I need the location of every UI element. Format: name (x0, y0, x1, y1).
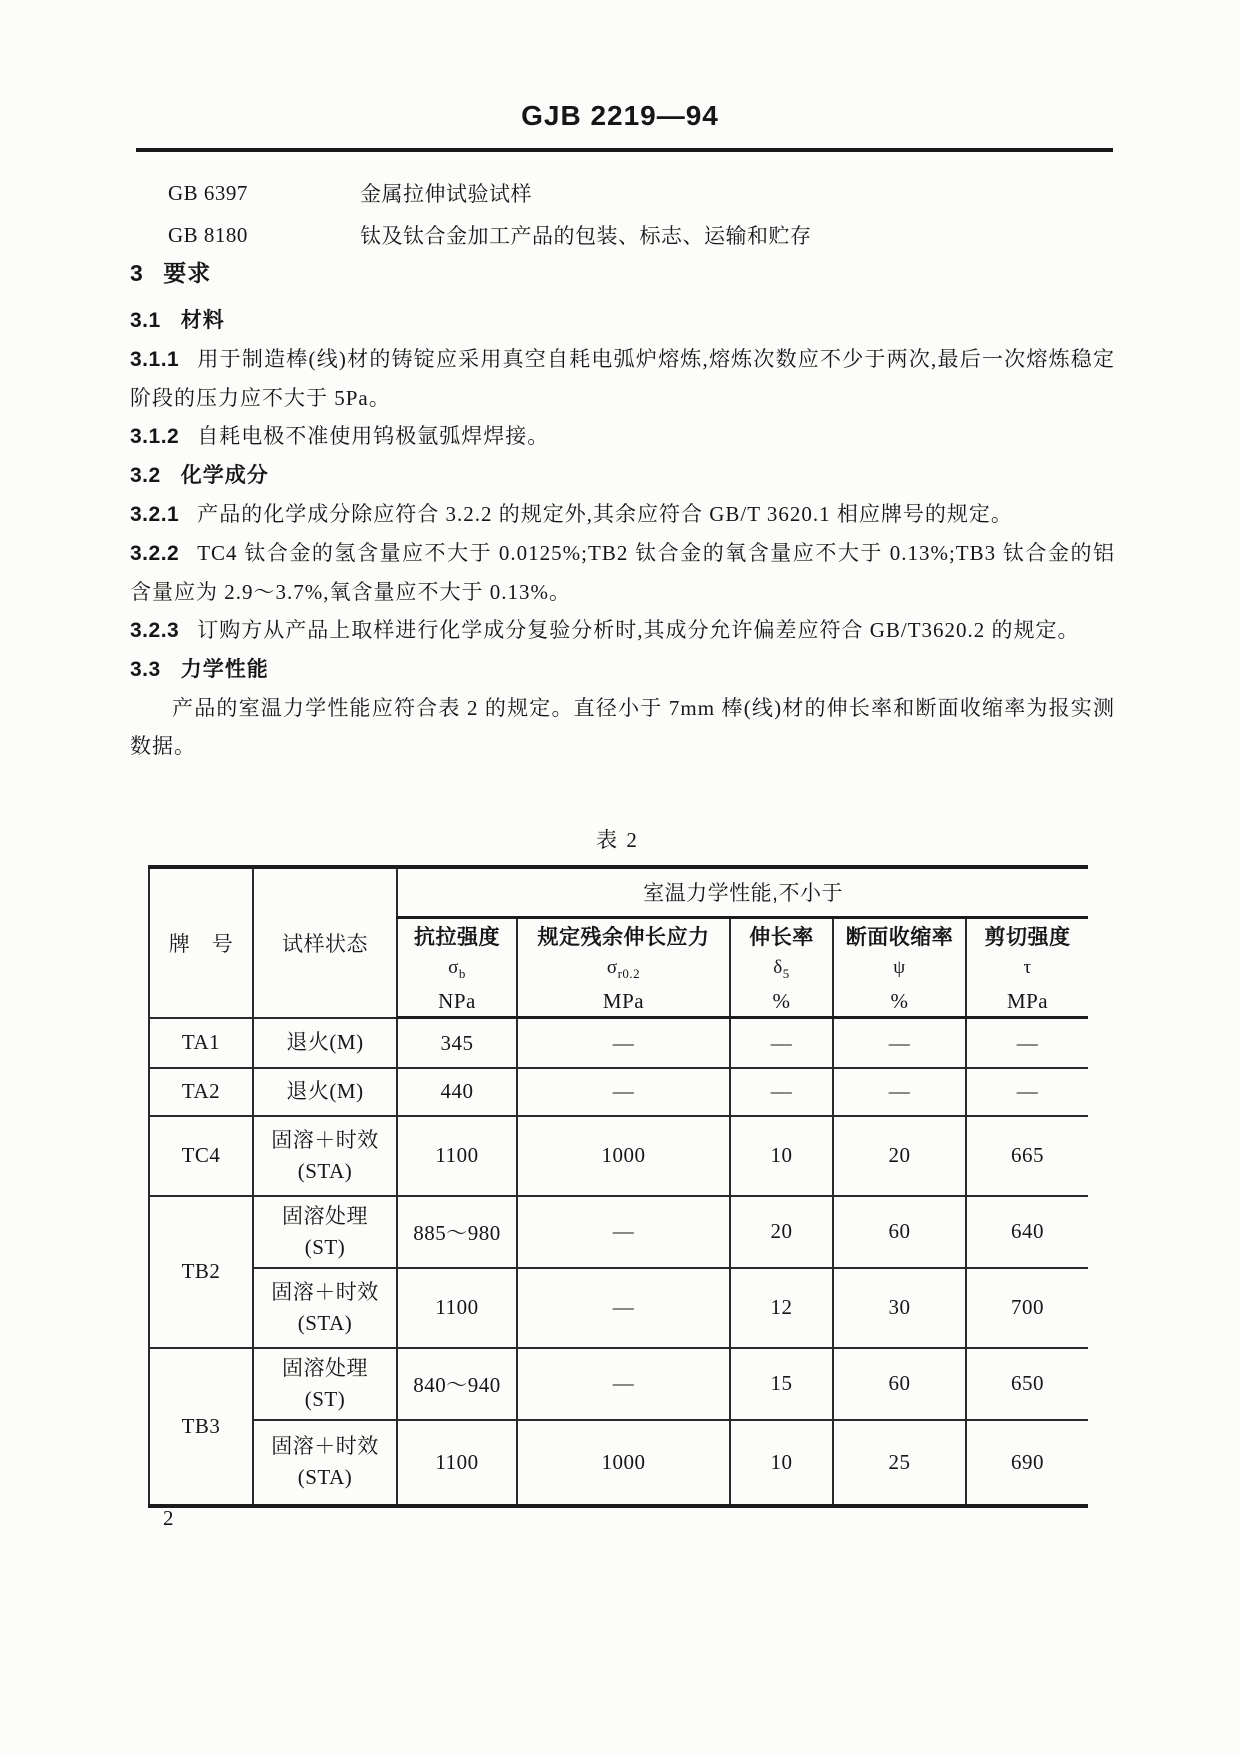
clause-text: 产品的室温力学性能应符合表 2 的规定。直径小于 7mm 棒(线)材的伸长率和断面收缩率为报实测数据。 (130, 696, 1115, 758)
reference-row (168, 172, 812, 214)
section-number: 3 (130, 260, 144, 286)
header-col-symbol (731, 955, 832, 987)
clause-text: 用于制造棒(线)材的铸锭应采用真空自耗电弧炉熔炼,熔炼次数应不少于两次,最后一次熔炼稳定阶段的压力应不大于 5Pa。 (130, 347, 1115, 410)
clause-text: 产品的化学成分除应符合 3.2.2 的规定外,其余应符合 GB/T 3620.1 相应牌号的规定。 (197, 502, 1013, 526)
header-col-name: 伸长率 (749, 925, 814, 949)
state-line: 退火(M) (286, 1079, 364, 1104)
table-2-block (148, 824, 1087, 1508)
cell-value: 15 (730, 1348, 833, 1420)
table-row-ta1 (149, 1018, 1088, 1068)
header-col-unit: % (890, 989, 909, 1014)
cell-value: — (833, 1018, 966, 1068)
header-tensile-strength (397, 917, 517, 1018)
cell-value: — (966, 1018, 1088, 1068)
header-col-unit: % (772, 989, 791, 1014)
symbol-sub: r0.2 (617, 965, 641, 981)
cell-value: 440 (397, 1068, 517, 1116)
section-title: 化学成分 (180, 464, 269, 487)
clause-3-2-3 (130, 611, 1115, 650)
section-heading-3 (130, 252, 1115, 295)
cell-state (253, 1196, 397, 1268)
doc-number: GJB 2219—94 (521, 100, 719, 131)
section-heading-3-3 (130, 650, 1115, 689)
cell-value: — (517, 1268, 730, 1348)
state-line: (STA) (297, 1310, 353, 1335)
table-row-tc4 (149, 1116, 1088, 1196)
header-col-name: 抗拉强度 (414, 925, 500, 949)
page-number: 2 (163, 1506, 174, 1530)
cell-state (253, 1068, 397, 1116)
body-text (130, 252, 1115, 765)
clause-3-2-1 (130, 495, 1115, 534)
section-number: 3.1 (130, 309, 161, 332)
cell-grade: TB3 (149, 1348, 253, 1506)
state-line: (ST) (304, 1386, 346, 1411)
cell-value: 840～940 (397, 1348, 517, 1420)
symbol-sub: b (458, 965, 466, 981)
reference-title: 金属拉伸试验试样 (360, 182, 532, 206)
header-elongation (730, 917, 833, 1018)
cell-value: — (730, 1068, 833, 1116)
cell-value: 25 (833, 1420, 966, 1506)
cell-state (253, 1348, 397, 1420)
section-heading-3-2 (130, 456, 1115, 495)
clause-number: 3.1.2 (130, 425, 180, 448)
header-col-unit: NPa (438, 989, 476, 1014)
state-line: 退火(M) (286, 1030, 364, 1055)
reference-row (168, 214, 812, 256)
mechanical-properties-table (148, 865, 1088, 1508)
reference-title: 钛及钛合金加工产品的包装、标志、运输和贮存 (360, 224, 812, 248)
cell-value: 1100 (397, 1420, 517, 1506)
clause-3-1-1 (130, 340, 1115, 417)
cell-value: 885～980 (397, 1196, 517, 1268)
clause-text: 订购方从产品上取样进行化学成分复验分析时,其成分允许偏差应符合 GB/T3620.2 的规定。 (197, 618, 1080, 642)
cell-grade: TA2 (149, 1068, 253, 1116)
cell-grade: TB2 (149, 1196, 253, 1348)
header-col-symbol (398, 955, 516, 987)
cell-value: 60 (833, 1348, 966, 1420)
section-title: 要求 (163, 260, 212, 286)
table-row-tb2-sta (149, 1268, 1088, 1348)
symbol-sub: 5 (782, 965, 790, 981)
section-number: 3.3 (130, 658, 161, 681)
cell-value: 10 (730, 1420, 833, 1506)
cell-value: — (517, 1018, 730, 1068)
section-title: 力学性能 (180, 658, 269, 681)
cell-state (253, 1420, 397, 1506)
reference-code: GB 8180 (168, 222, 248, 247)
cell-value: 20 (833, 1116, 966, 1196)
state-line: 固溶＋时效 (271, 1279, 379, 1304)
cell-value: 12 (730, 1268, 833, 1348)
cell-value: — (517, 1196, 730, 1268)
cell-value: 20 (730, 1196, 833, 1268)
cell-state (253, 1018, 397, 1068)
header-col-symbol (834, 955, 965, 987)
clause-3-2-2 (130, 534, 1115, 611)
cell-value: 1100 (397, 1268, 517, 1348)
header-reduction-of-area (833, 917, 966, 1018)
cell-value: 30 (833, 1268, 966, 1348)
symbol-base: σ (448, 956, 459, 978)
cell-value: 60 (833, 1196, 966, 1268)
clause-text: 自耗电极不准使用钨极氩弧焊焊接。 (197, 424, 550, 448)
cell-value: 1000 (517, 1420, 730, 1506)
clause-3-1-2 (130, 417, 1115, 456)
cell-value: — (730, 1018, 833, 1068)
header-residual-elongation-stress (517, 917, 730, 1018)
symbol-base: σ (606, 956, 618, 978)
state-line: (STA) (297, 1158, 353, 1183)
cell-grade: TA1 (149, 1018, 253, 1068)
cell-value: 345 (397, 1018, 517, 1068)
cell-value: — (517, 1348, 730, 1420)
header-col-name: 断面收缩率 (845, 925, 954, 949)
state-line: 固溶处理 (282, 1203, 368, 1228)
table-caption: 表 2 (596, 828, 639, 852)
symbol-base: δ (773, 956, 783, 978)
normative-references (168, 172, 812, 256)
header-state: 试样状态 (253, 867, 397, 1018)
cell-value: 10 (730, 1116, 833, 1196)
table-row-tb3-sta (149, 1420, 1088, 1506)
clause-number: 3.2.2 (130, 542, 180, 565)
header-span-room-temp: 室温力学性能,不小于 (397, 867, 1088, 917)
table-row-ta2 (149, 1068, 1088, 1116)
state-line: (ST) (304, 1234, 346, 1259)
clause-number: 3.2.3 (130, 619, 180, 642)
cell-value: 665 (966, 1116, 1088, 1196)
header-col-name: 规定残余伸长应力 (537, 925, 710, 949)
clause-number: 3.2.1 (130, 503, 180, 526)
clause-number: 3.1.1 (130, 348, 180, 371)
clause-3-3-text (130, 689, 1115, 765)
symbol-base: ψ (893, 956, 906, 978)
cell-value: 1100 (397, 1116, 517, 1196)
cell-state (253, 1116, 397, 1196)
section-heading-3-1 (130, 301, 1115, 340)
clause-text: TC4 钛合金的氢含量应不大于 0.0125%;TB2 钛合金的氧含量应不大于 0.13%;TB3 钛合金的铝含量应为 2.9～3.7%,氧含量应不大于 0.13%。 (130, 541, 1115, 604)
header-col-name: 剪切强度 (984, 925, 1071, 949)
header-rule (136, 148, 1113, 152)
cell-value: 1000 (517, 1116, 730, 1196)
cell-value: 640 (966, 1196, 1088, 1268)
section-title: 材料 (180, 309, 225, 332)
table-row-tb3-st (149, 1348, 1088, 1420)
header-col-symbol (967, 955, 1088, 987)
header-shear-strength (966, 917, 1088, 1018)
table-row-tb2-st (149, 1196, 1088, 1268)
cell-value: — (517, 1068, 730, 1116)
reference-code: GB 6397 (168, 180, 248, 205)
state-line: 固溶处理 (282, 1355, 368, 1380)
cell-grade: TC4 (149, 1116, 253, 1196)
cell-value: 700 (966, 1268, 1088, 1348)
state-line: 固溶＋时效 (271, 1127, 379, 1152)
table-header-row-span (149, 867, 1088, 917)
state-line: (STA) (297, 1465, 353, 1490)
cell-value: — (966, 1068, 1088, 1116)
cell-value: — (833, 1068, 966, 1116)
cell-state (253, 1268, 397, 1348)
symbol-base: τ (1023, 956, 1032, 978)
header-col-unit: MPa (602, 989, 645, 1014)
cell-value: 650 (966, 1348, 1088, 1420)
header-grade: 牌 号 (149, 867, 253, 1018)
section-number: 3.2 (130, 464, 161, 487)
header-col-unit: MPa (1006, 989, 1049, 1014)
state-line: 固溶＋时效 (271, 1434, 379, 1459)
cell-value: 690 (966, 1420, 1088, 1506)
header-col-symbol (518, 955, 729, 987)
